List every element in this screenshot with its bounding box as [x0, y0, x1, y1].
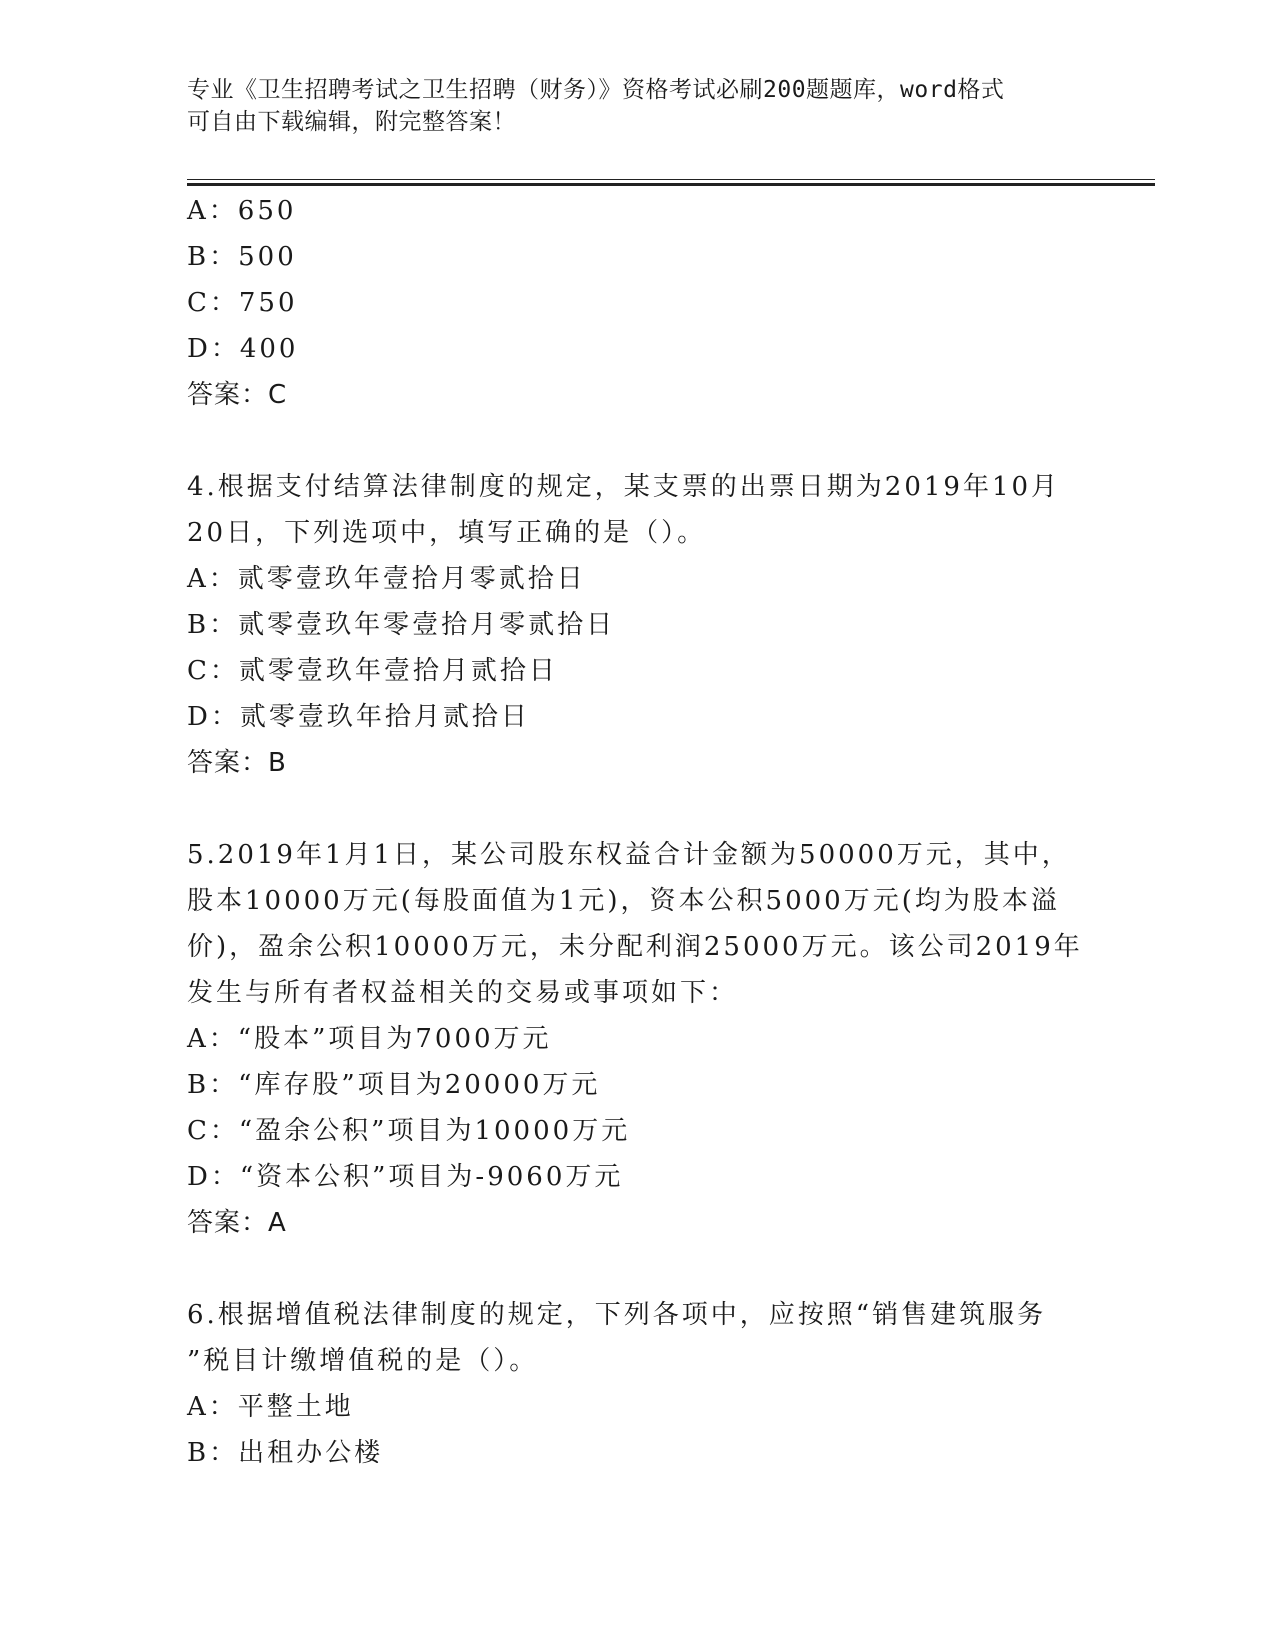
option-c: C：“盈余公积”项目为10000万元 — [187, 1116, 631, 1146]
question-5 — [187, 832, 1083, 1246]
option-a: A：650 — [187, 196, 297, 226]
option-c: C：750 — [187, 288, 298, 318]
spacer — [187, 418, 1067, 464]
option-d: D：贰零壹玖年拾月贰拾日 — [187, 702, 530, 732]
option-c: C：贰零壹玖年壹拾月贰拾日 — [187, 656, 558, 686]
question-stem-line-1: 5.2019年1月1日，某公司股东权益合计金额为50000万元，其中， — [187, 840, 1071, 870]
answer-line: 答案：B — [187, 748, 287, 778]
header-line-1: 专业《卫生招聘考试之卫生招聘（财务）》资格考试必刷200题题库，word格式 — [187, 77, 1005, 103]
question-stem-line-3: 价)，盈余公积10000万元，未分配利润25000万元。该公司2019年 — [187, 932, 1083, 962]
answer-line: 答案：C — [187, 380, 288, 410]
option-a: A：“股本”项目为7000万元 — [187, 1024, 552, 1054]
option-d: D：“资本公积”项目为-9060万元 — [187, 1162, 624, 1192]
question-3 — [187, 188, 1067, 418]
header-rule-thin — [187, 179, 1155, 180]
question-list — [187, 188, 1083, 1476]
document-header — [187, 74, 1067, 138]
question-stem-line-1: 6.根据增值税法律制度的规定，下列各项中，应按照“销售建筑服务 — [187, 1300, 1047, 1330]
header-line-2: 可自由下载编辑，附完整答案！ — [187, 109, 516, 135]
option-b: B：500 — [187, 242, 297, 272]
spacer — [187, 786, 1067, 832]
spacer — [187, 1246, 1067, 1292]
option-b: B：“库存股”项目为20000万元 — [187, 1070, 601, 1100]
question-stem-line-4: 发生与所有者权益相关的交易或事项如下： — [187, 978, 739, 1008]
answer-line: 答案：A — [187, 1208, 287, 1238]
header-rule-thick — [187, 183, 1155, 186]
option-d: D：400 — [187, 334, 299, 364]
question-stem-line-1: 4.根据支付结算法律制度的规定，某支票的出票日期为2019年10月 — [187, 472, 1061, 502]
question-stem-line-2: 20日，下列选项中，填写正确的是（）。 — [187, 518, 707, 548]
option-b: B：贰零壹玖年零壹拾月零贰拾日 — [187, 610, 616, 640]
question-6 — [187, 1292, 1067, 1476]
option-a: A：平整土地 — [187, 1392, 354, 1422]
question-stem-line-2: ”税目计缴增值税的是（）。 — [187, 1346, 539, 1376]
option-a: A：贰零壹玖年壹拾月零贰拾日 — [187, 564, 586, 594]
question-4 — [187, 464, 1067, 786]
question-stem-line-2: 股本10000万元(每股面值为1元)，资本公积5000万元(均为股本溢 — [187, 886, 1060, 916]
option-b: B：出租办公楼 — [187, 1438, 384, 1468]
